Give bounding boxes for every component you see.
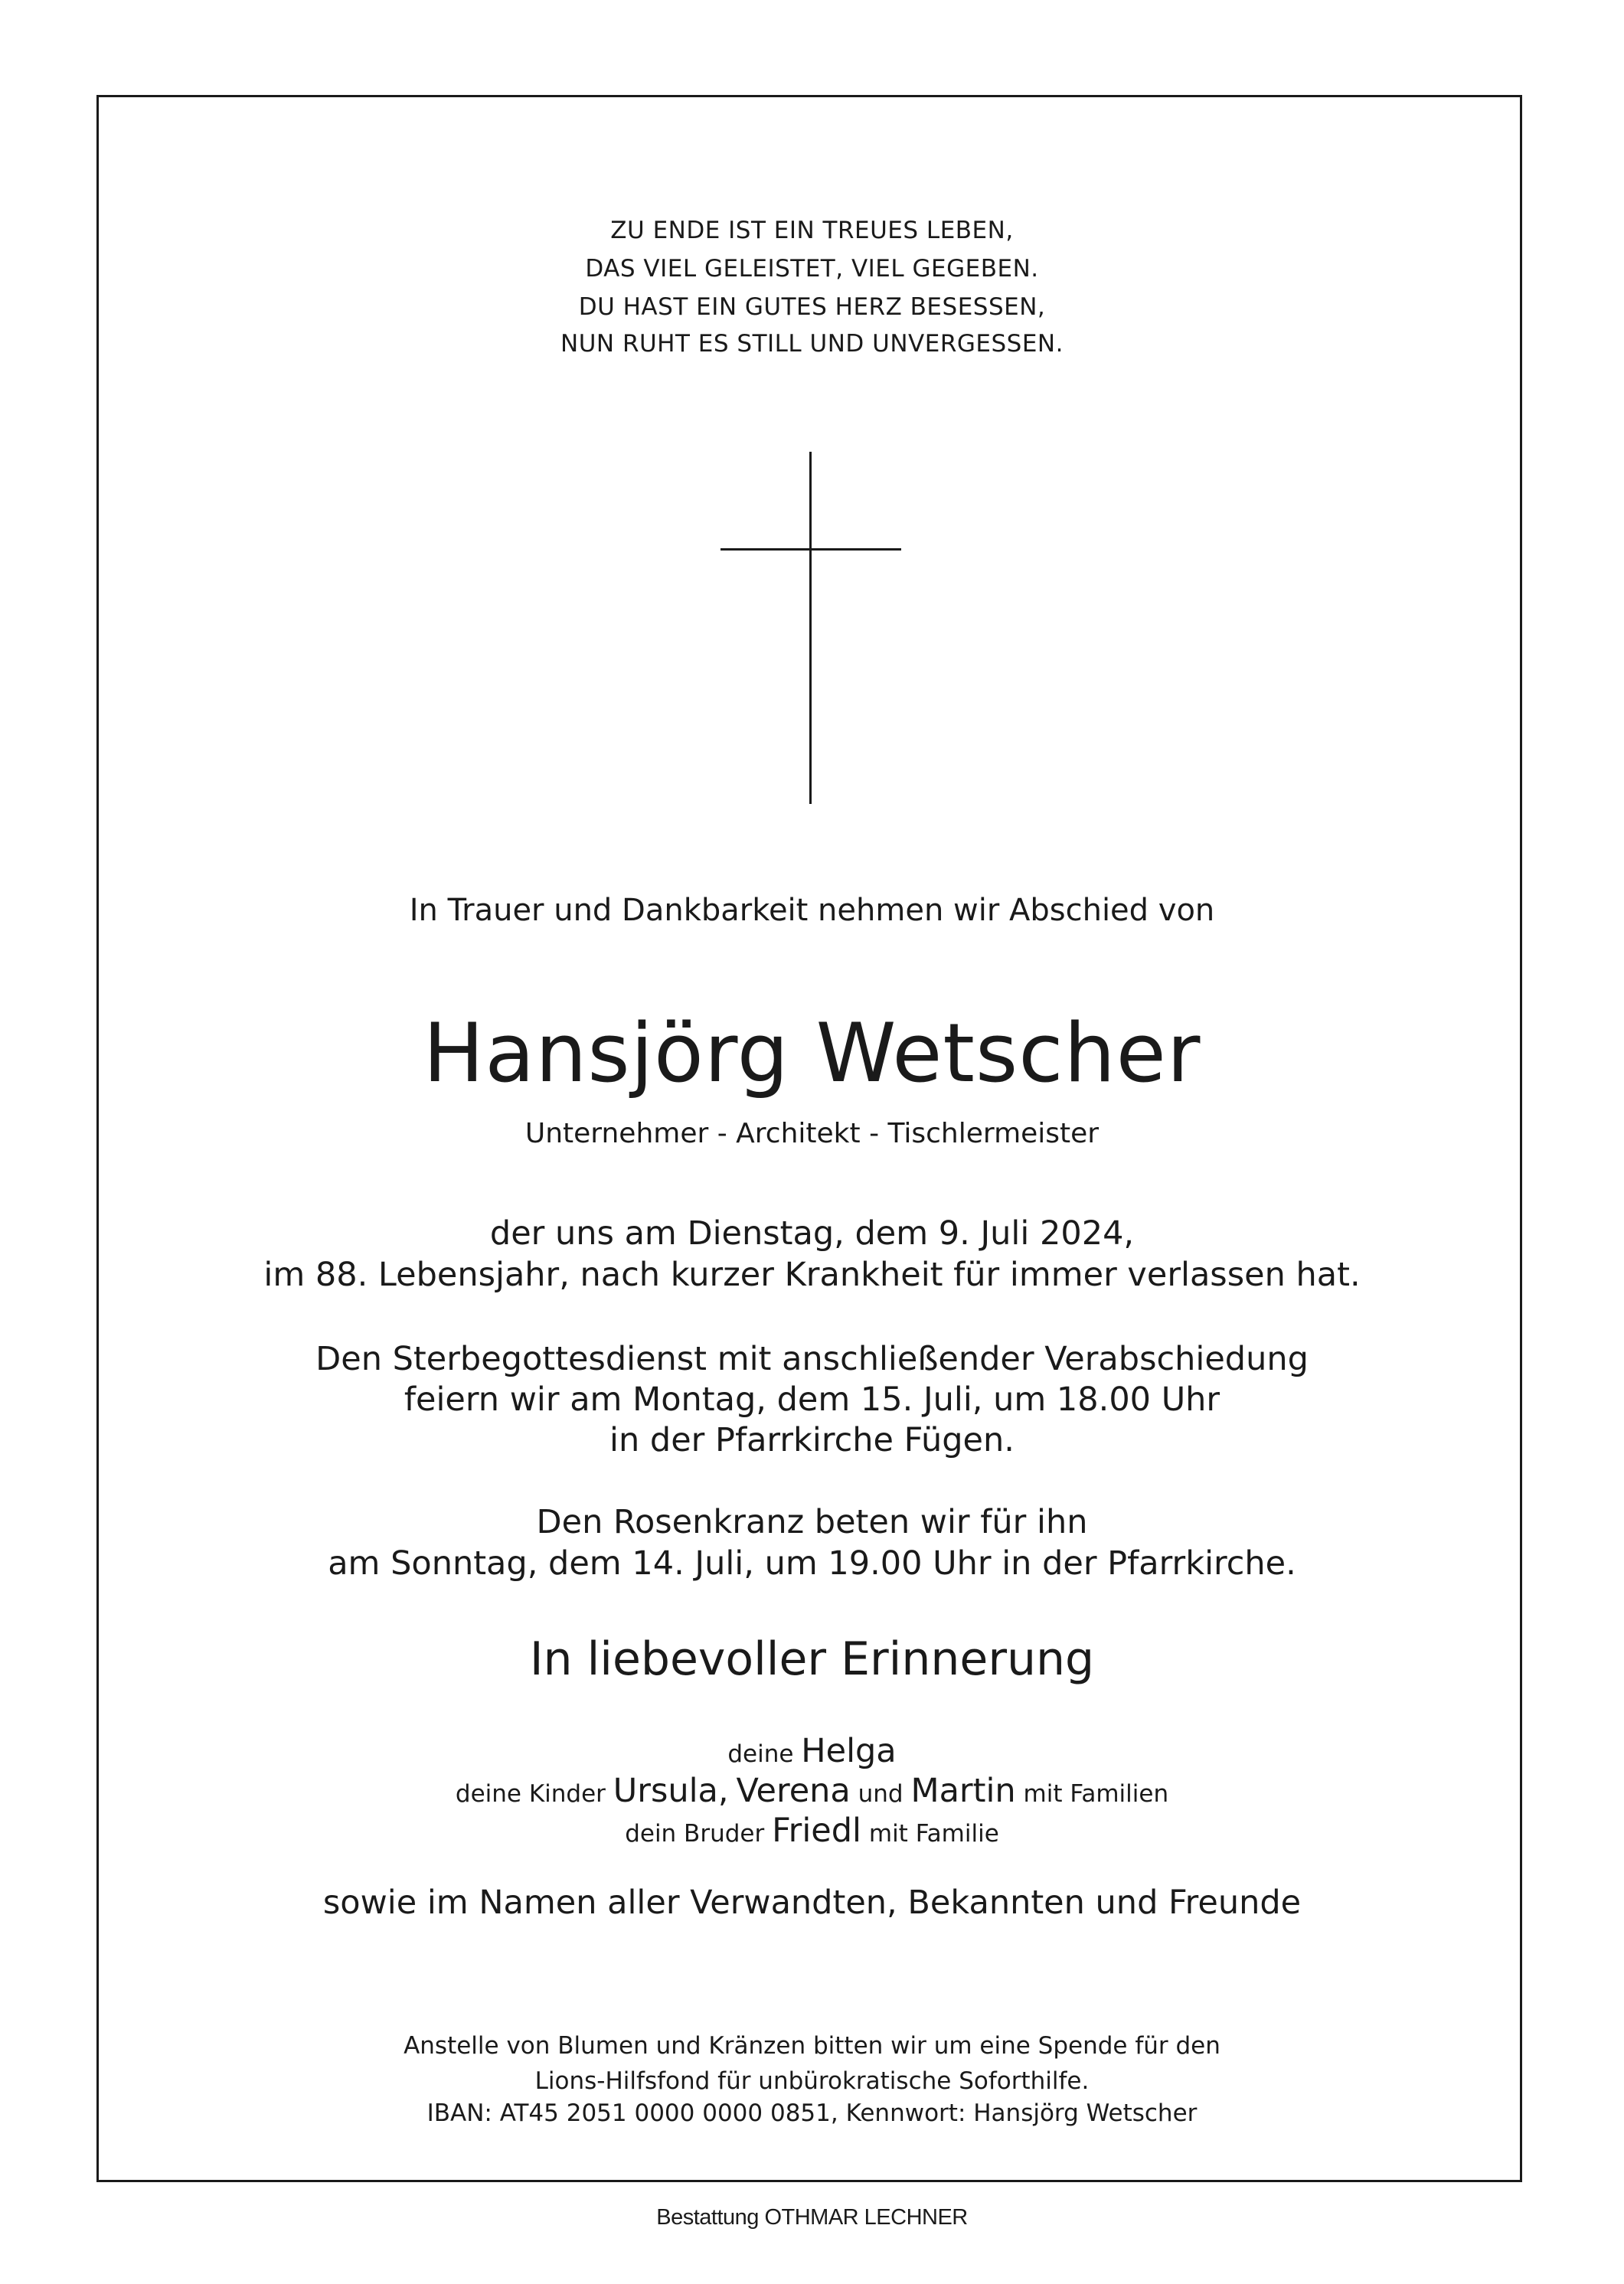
family-child-2: Verena [736, 1772, 851, 1810]
poem-line-2: DAS VIEL GELEISTET, VIEL GEGEBEN. [585, 255, 1039, 283]
service-line-3: in der Pfarrkirche Fügen. [609, 1421, 1015, 1459]
poem-line-3: DU HAST EIN GUTES HERZ BESESSEN, [578, 293, 1046, 321]
family-children-prefix: deine Kinder [455, 1780, 606, 1808]
death-notice-line-2: im 88. Lebensjahr, nach kurzer Krankheit für immer verlassen hat. [263, 1256, 1361, 1294]
poem-line-4: NUN RUHT ES STILL UND UNVERGESSEN. [560, 330, 1064, 358]
family-children [0, 1772, 1624, 1810]
poem-line-1: ZU ENDE IST EIN TREUES LEBEN, [610, 217, 1014, 244]
service-line-1: Den Sterbegottesdienst mit anschließender Verabschiedung [315, 1340, 1309, 1378]
family-brother-name: Friedl [772, 1812, 862, 1850]
rosary-line-1: Den Rosenkranz beten wir für ihn [536, 1503, 1088, 1541]
remembrance-heading: In liebevoller Erinnerung [529, 1632, 1095, 1686]
rosary-line-2: am Sonntag, dem 14. Juli, um 19.00 Uhr in der Pfarrkirche. [328, 1544, 1296, 1583]
family-brother-suffix: mit Familie [868, 1820, 999, 1848]
family-brother-prefix: dein Bruder [625, 1820, 765, 1848]
family-children-suffix: mit Familien [1023, 1780, 1169, 1808]
death-notice-line-1: der uns am Dienstag, dem 9. Juli 2024, [489, 1214, 1135, 1253]
donation-line-2: Lions-Hilfsfond für unbürokratische Soforthilfe. [534, 2067, 1090, 2095]
family-and: und [858, 1780, 903, 1808]
intro-text: In Trauer und Dankbarkeit nehmen wir Abschied von [409, 893, 1215, 928]
donation-line-3: IBAN: AT45 2051 0000 0000 0851, Kennwort: Hansjörg Wetscher [426, 2099, 1198, 2127]
deceased-name: Hansjörg Wetscher [423, 1006, 1201, 1100]
cross-horizontal-bar [721, 548, 901, 551]
family-child-1: Ursula, [613, 1772, 729, 1810]
service-line-2: feiern wir am Montag, dem 15. Juli, um 18.00 Uhr [404, 1381, 1220, 1419]
family-wife [0, 1732, 1624, 1770]
family-child-3: Martin [910, 1772, 1016, 1810]
cross-vertical-bar [809, 452, 812, 804]
closing-text: sowie im Namen aller Verwandten, Bekannten und Freunde [322, 1884, 1302, 1922]
family-wife-name: Helga [801, 1732, 897, 1770]
donation-line-1: Anstelle von Blumen und Kränzen bitten wir um eine Spende für den [404, 2032, 1220, 2060]
family-brother [0, 1812, 1624, 1850]
funeral-home-footer: Bestattung OTHMAR LECHNER [656, 2205, 968, 2230]
profession: Unternehmer - Architekt - Tischlermeister [524, 1118, 1100, 1149]
family-wife-prefix: deine [727, 1740, 794, 1768]
